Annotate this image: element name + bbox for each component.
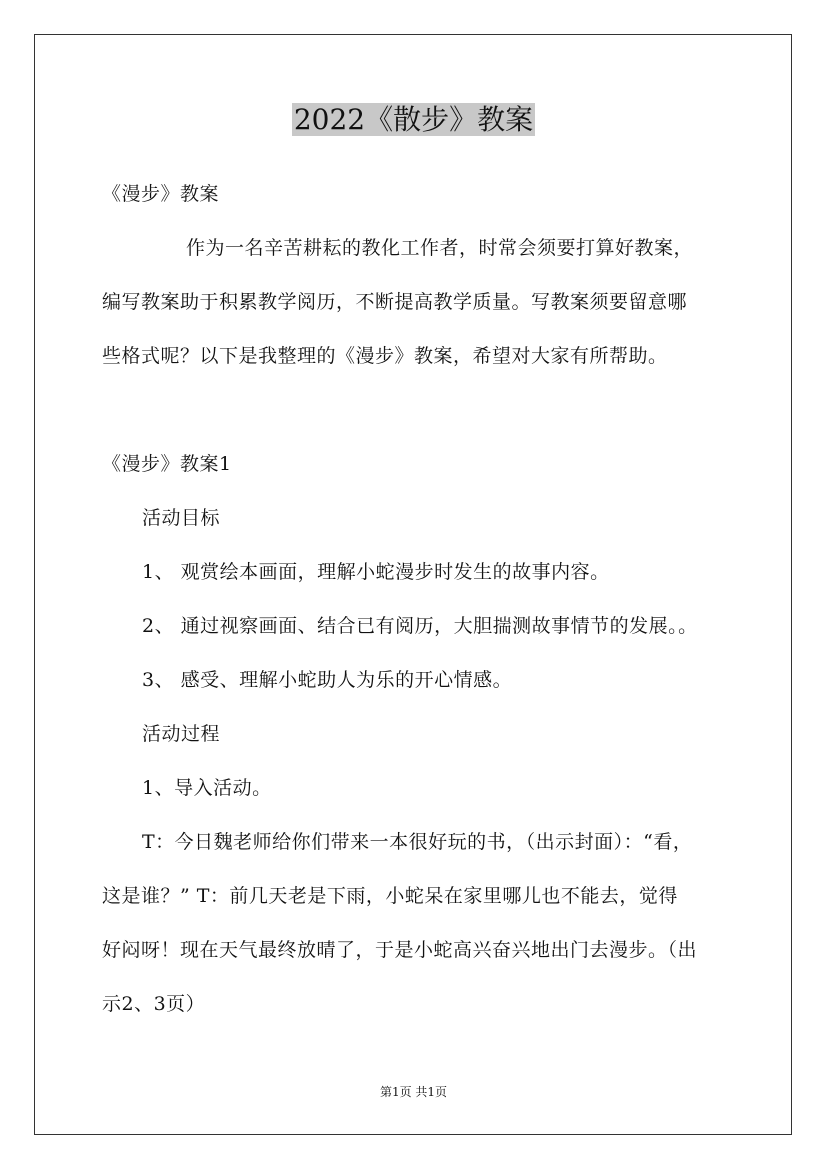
- page-footer: 第1页 共1页: [379, 1085, 448, 1099]
- goals-heading: 活动目标: [142, 507, 221, 529]
- goal-item-1: 1、 观赏绘本画面，理解小蛇漫步时发生的故事内容。: [142, 561, 610, 583]
- paragraph-line-3: 好闷呀！现在天气最终放晴了，于是小蛇高兴奋兴地出门去漫步。（出: [102, 939, 698, 961]
- intro-line-2: 编写教案助于积累教学阅历，不断提高教学质量。写教案须要留意哪: [102, 291, 688, 313]
- goal-item-2: 2、 通过视察画面、结合已有阅历，大胆揣测故事情节的发展。。: [142, 615, 698, 637]
- subtitle: 《漫步》教案: [102, 183, 220, 205]
- process-step-1: 1、导入活动。: [142, 777, 272, 799]
- paragraph-line-1: T：今日魏老师给你们带来一本很好玩的书，（出示封面）：“看，: [142, 831, 693, 853]
- intro-line-3: 些格式呢？以下是我整理的《漫步》教案，希望对大家有所帮助。: [102, 345, 668, 367]
- goal-item-3: 3、 感受、理解小蛇助人为乐的开心情感。: [142, 669, 513, 691]
- intro-line-1: 作为一名辛苦耕耘的教化工作者，时常会须要打算好教案，: [186, 237, 694, 259]
- process-heading: 活动过程: [142, 723, 221, 745]
- paragraph-line-4: 示2、3页）: [102, 993, 206, 1015]
- paragraph-line-2: 这是谁？” T：前几天老是下雨，小蛇呆在家里哪儿也不能去，觉得: [102, 885, 678, 907]
- document-title-wrap: [0, 100, 827, 140]
- document-title: 2022《散步》教案: [293, 103, 534, 136]
- section-heading: 《漫步》教案1: [102, 453, 232, 475]
